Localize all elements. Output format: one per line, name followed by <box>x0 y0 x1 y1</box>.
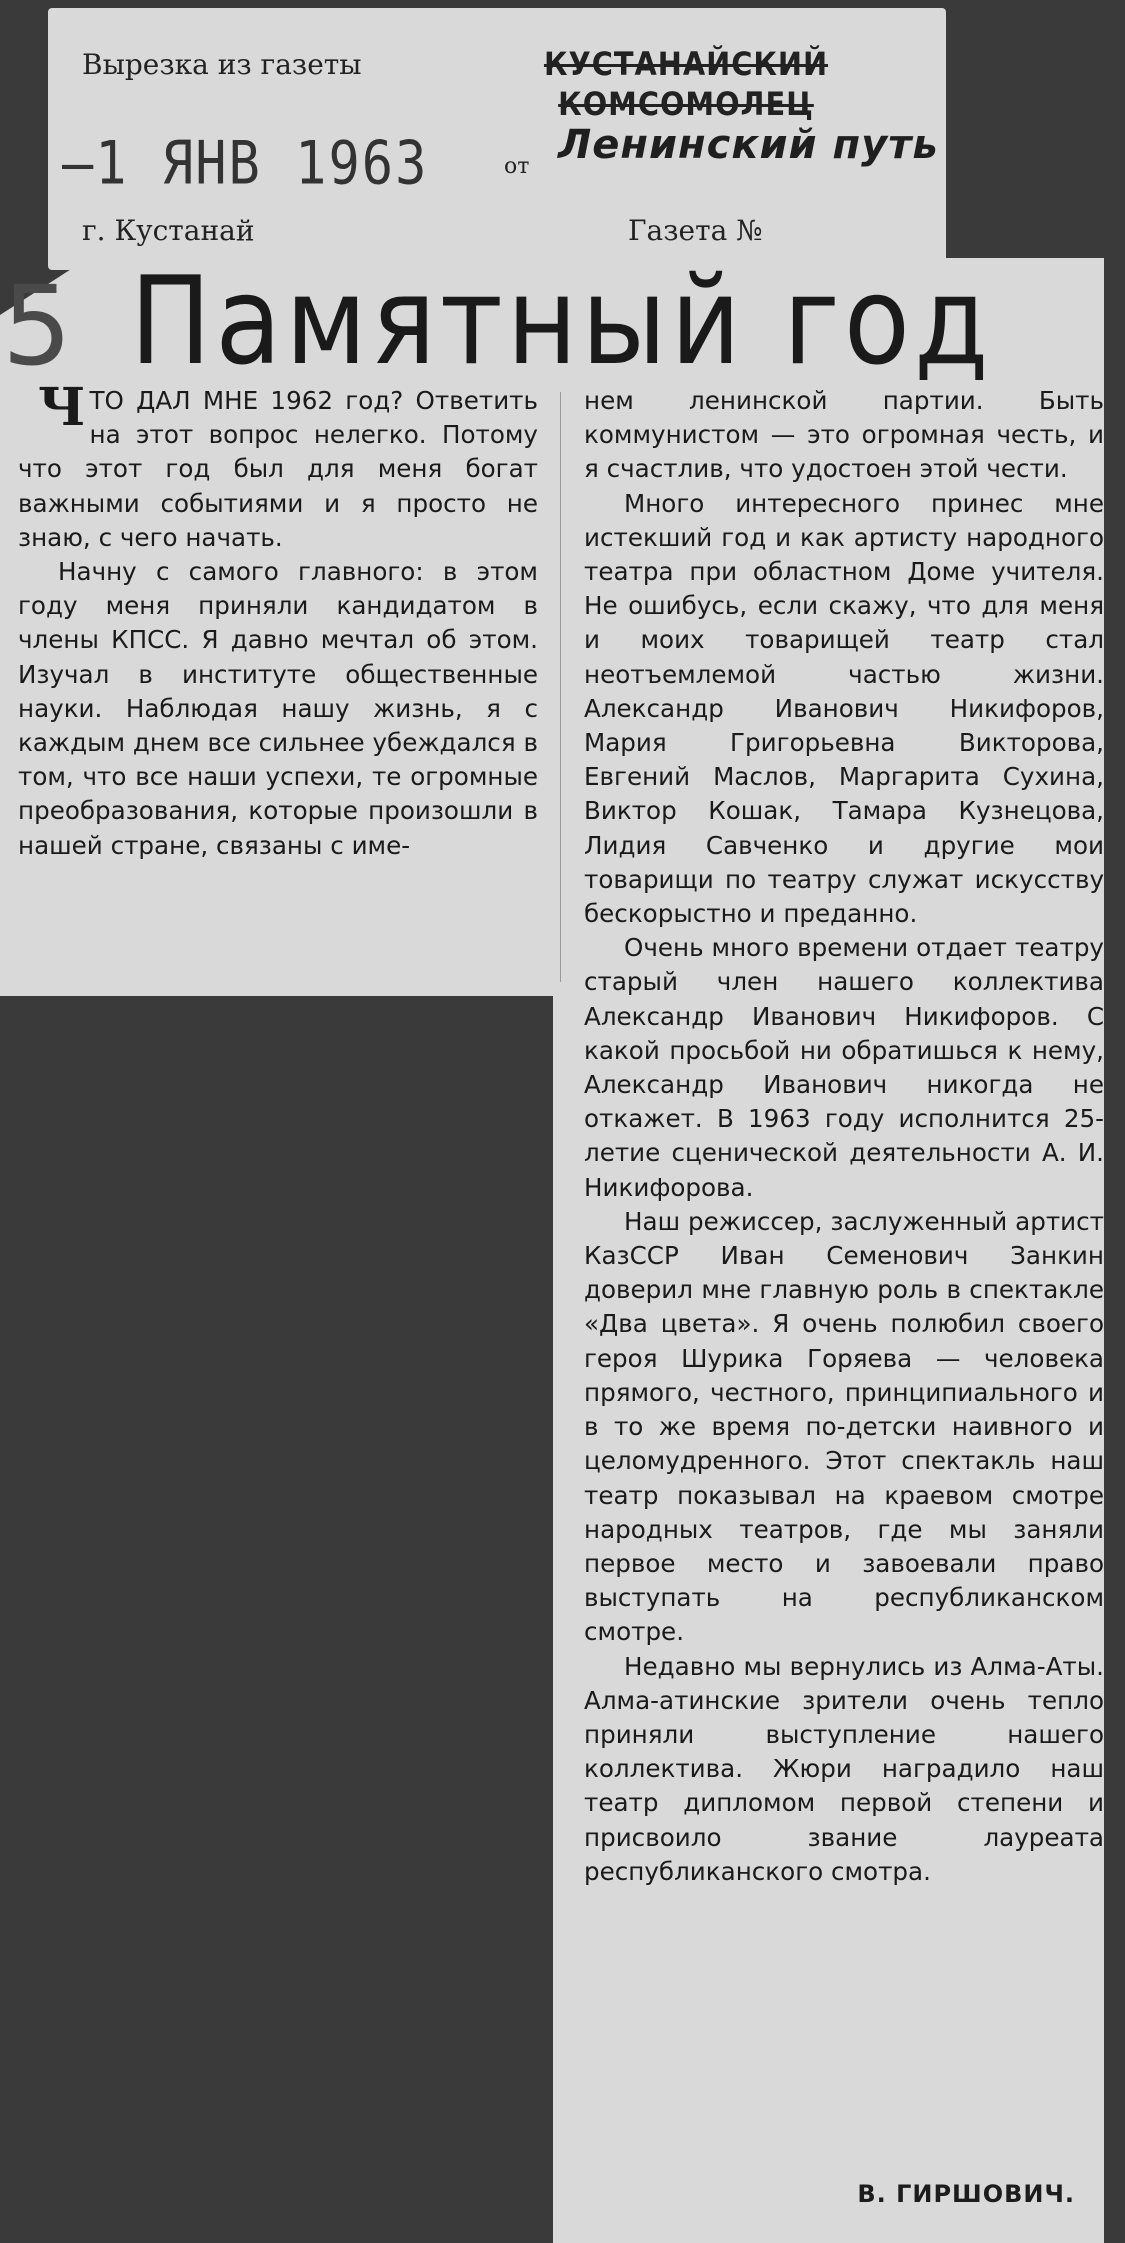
article-left-column <box>18 377 538 863</box>
article-paragraph: Очень много времени отдает театру старый член нашего коллектива Александр Иванович Никифоров. С какой просьбой ни обратишься к нему, Александр Иванович никогда не откажет. В 1963 году исполнится 25-летие сценической деятельности А. И. Никифорова. <box>584 933 1104 1202</box>
article-paragraph: Недавно мы вернулись из Алма-Аты. Алма-атинские зрители очень тепло приняли выступление нашего коллектива. Жюри наградило наш театр дипломом первой степени и присвоило звание лауреата республиканского смотра. <box>584 1651 1104 1886</box>
article-right-column <box>584 384 1104 1889</box>
crossed-out-newspaper-name <box>506 44 866 124</box>
clipping-source-label: Вырезка из газеты <box>82 48 362 81</box>
column-divider <box>560 392 561 982</box>
date-stamp: —1 ЯНВ 1963 <box>62 129 429 199</box>
article-paragraph: нем ленинской партии. Быть коммунистом — это огромная честь, и я счастлив, что удостоен этой чести. <box>584 386 1104 484</box>
from-label: от <box>504 154 530 179</box>
article-paragraph: Наш режиссер, заслуженный артист КазССР Иван Семенович Занкин доверил мне главную роль в спектакле «Два цвета». Я очень полюбил своего героя Шурика Горяева — человека прямого, честного, принципиального и в то же время по-детски наивного и целомудренного. Этот спектакль наш театр показывал на краевом смотре народных театров, где мы заняли первое место и завоевали право выступать на республиканском смотре. <box>584 1206 1104 1647</box>
article-headline: Памятный год <box>130 252 993 392</box>
old-name-line-1: КУСТАНАЙСКИЙ <box>543 45 829 83</box>
article-paragraph: Начну с самого главного: в этом году меня приняли кандидатом в члены КПСС. Я давно мечтал об этом. Изучал в институте общественные науки. Наблюдая нашу жизнь, я с каждым днем все сильнее убеждался в том, что все наши успехи, те огромные преобразования, которые произошли в нашей стране, связаны с име- <box>18 557 538 860</box>
old-name-line-2: КОМСОМОЛЕЦ <box>558 85 814 123</box>
gazette-number-label: Газета № <box>628 214 763 247</box>
city-label: г. Кустанай <box>82 214 255 247</box>
drop-cap: Ч <box>38 377 86 438</box>
article-paragraph <box>18 377 538 555</box>
author-signature: В. ГИРШОВИЧ. <box>857 2180 1075 2208</box>
article-paragraph: Много интересного принес мне истекший год и как артисту народного театра при областном Доме учителя. Не ошибусь, если скажу, что для меня и моих товарищей театр стал неотъемлемой частью жизни. Александр Иванович Никифоров, Мария Григорьевна Викторова, Евгений Маслов, Маргарита Сухина, Виктор Кошак, Тамара Кузнецова, Лидия Савченко и другие мои товарищи по театру служат искусству бескорыстно и преданно. <box>584 488 1104 929</box>
paragraph-text: ТО ДАЛ МНЕ 1962 год? Ответить на этот вопрос нелегко. Потому что этот год был для меня богат важными событиями и я просто не знаю, с чего начать. <box>18 386 538 552</box>
newspaper-name: Ленинский путь <box>558 122 939 168</box>
clipping-stamp-slip <box>48 8 946 270</box>
headline-fragment: 5 <box>2 262 72 390</box>
